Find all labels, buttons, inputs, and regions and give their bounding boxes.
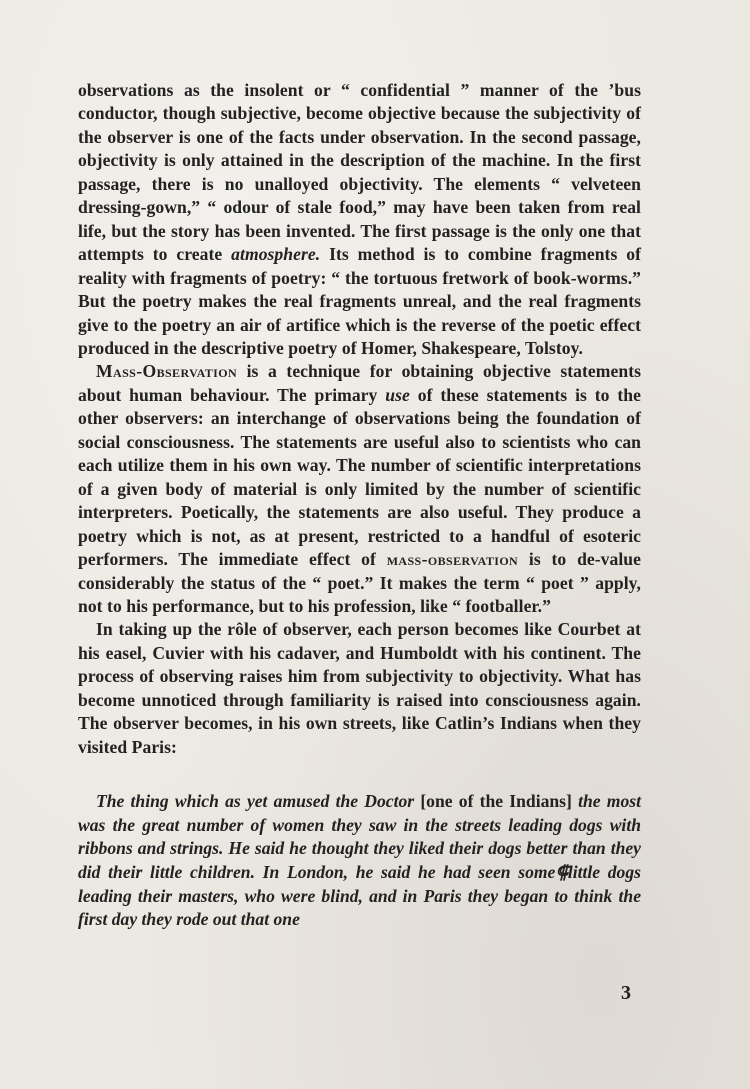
paragraph-2-text-a: is a technique for obtaining objective statements about human behaviour. The primary bbox=[78, 361, 641, 405]
quote-text-a: The thing which as yet amused the Doctor bbox=[96, 791, 421, 812]
paragraph-2 bbox=[78, 360, 641, 618]
paragraph-3: In taking up the rôle of observer, each person becomes like Courbet at his easel, Cuvier with his cadaver, and Humboldt with his continent. The process of observing raises him from subjectivity to objectivity. What has become unnoticed through familiarity is raised into consciousness again. The observer becomes, in his own streets, like Catlin’s Indians when they visited Paris: bbox=[78, 619, 641, 757]
quote-bracket: [one of the Indians] bbox=[420, 791, 572, 812]
quote-text-b: the most was the great number of women they saw in the streets leading dogs with ribbons and strings. He said he thought they liked their dogs better than they did their little children. In London, he said he had seen some⸿little dogs leading their masters, who were blind, and in Paris they began to think the first day they rode out that one bbox=[78, 791, 641, 930]
paragraph-2-text-b: of these statements is to the other observers: an interchange of observations being the foundation of social consciousness. The statements are useful also to scientists who can each utilize them in his own way. The number of scientific interpretations of a given body of material is only limited by the number of scientific interpreters. Poetically, the statements are also useful. They produce a poetry which is not, as at present, restricted to a handful of esoteric performers. The immediate effect of bbox=[78, 384, 642, 570]
page-number: 3 bbox=[621, 982, 631, 1004]
block-quote bbox=[78, 790, 641, 932]
page-body bbox=[78, 79, 641, 949]
mass-observation-smallcaps-2: mass-observation bbox=[386, 549, 519, 570]
paragraph-1-emphasis: atmosphere. bbox=[231, 244, 321, 265]
paragraph-1-text: observations as the insolent or “ confidential ” manner of the ’bus conductor, though subjective, become objective because the subjectivity of the observer is one of the facts under observation. In the second passage, objectivity is only attained in the description of the machine. In the first passage, there is no unalloyed objectivity. The elements “ velveteen dressing-gown,” “ odour of stale food,” may have been taken from real life, but the story has been invented. The first passage is the only one that attempts to create bbox=[78, 80, 641, 265]
paragraph-2-emphasis: use bbox=[385, 384, 410, 405]
mass-observation-smallcaps: Mass-Observation bbox=[96, 361, 238, 382]
paragraph-2-text-c: is to de-value considerably the status of the “ poet.” It makes the term “ poet ” apply, not to his performance, but to his profession, like “ footballer.” bbox=[78, 549, 641, 616]
paragraph-1 bbox=[78, 79, 641, 360]
paragraph-1-tail: Its method is to combine fragments of reality with fragments of poetry: “ the tortuous fretwork of book-worms.” But the poetry makes the real fragments unreal, and the real fragments give to the poetry an air of artifice which is the reverse of the poetic effect produced in the descriptive poetry of Homer, Shakespeare, Tolstoy. bbox=[78, 244, 641, 358]
